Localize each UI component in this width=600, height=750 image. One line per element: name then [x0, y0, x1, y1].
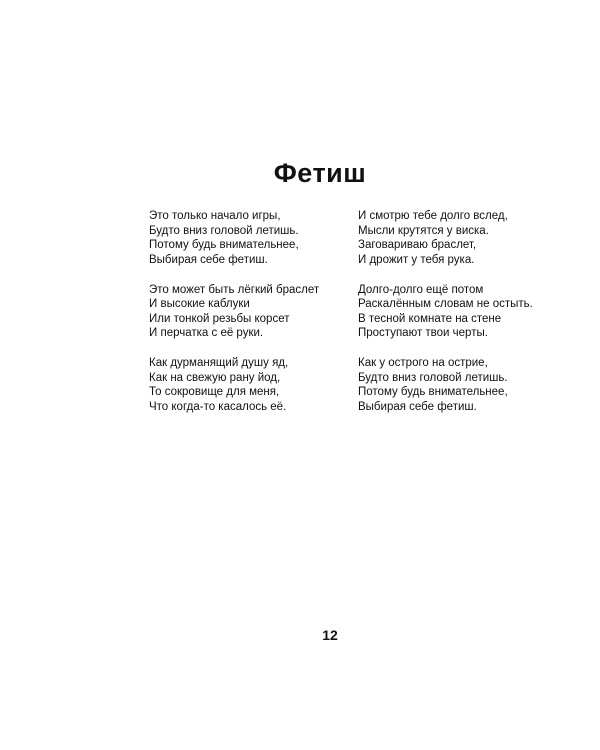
poem-line: Долго-долго ещё потом [358, 283, 484, 296]
poem-line: Проступают твои черты. [358, 327, 488, 340]
poem-line: Выбирая себе фетиш. [149, 253, 268, 266]
poem-line: Как дурманящий душу яд, [149, 357, 289, 370]
poem-line: И дрожит у тебя рука. [358, 253, 475, 266]
stanza [358, 356, 558, 414]
stanza [149, 283, 339, 341]
poem-line: Как у острого на острие, [358, 357, 488, 370]
poem-column-left [149, 209, 339, 430]
poem-line: Как на свежую рану йод, [149, 371, 281, 384]
stanza [358, 209, 558, 267]
stanza [358, 283, 558, 341]
poem-line: Заговариваю браслет, [358, 239, 477, 252]
poem-line: Выбирая себе фетиш. [358, 400, 477, 413]
poem-column-right [358, 209, 558, 430]
poem-line: Будто вниз головой летишь. [149, 224, 299, 237]
poem-line: Будто вниз головой летишь. [358, 371, 508, 384]
poem-line: Это может быть лёгкий браслет [149, 283, 320, 296]
poem-line: Это только начало игры, [149, 210, 281, 222]
poem-line: Раскалённым словам не остыть. [358, 298, 533, 311]
poem-line: Или тонкой резьбы корсет [149, 312, 290, 325]
poem-line: Что когда-то касалось её. [149, 400, 287, 413]
poem-line: То сокровище для меня, [149, 386, 280, 399]
page-number: 12 [322, 627, 338, 643]
stanza [149, 356, 339, 414]
poem-line: И смотрю тебе долго вслед, [358, 210, 508, 222]
poem-line: В тесной комнате на стене [358, 312, 502, 325]
page-title: Фетиш [273, 158, 367, 189]
poem-line: Потому будь внимательнее, [358, 386, 508, 399]
poem-line: И перчатка с её руки. [149, 327, 264, 340]
poem-line: И высокие каблуки [149, 298, 250, 311]
poem-line: Мысли крутятся у виска. [358, 224, 489, 237]
stanza [149, 209, 339, 267]
poem-line: Потому будь внимательнее, [149, 239, 299, 252]
